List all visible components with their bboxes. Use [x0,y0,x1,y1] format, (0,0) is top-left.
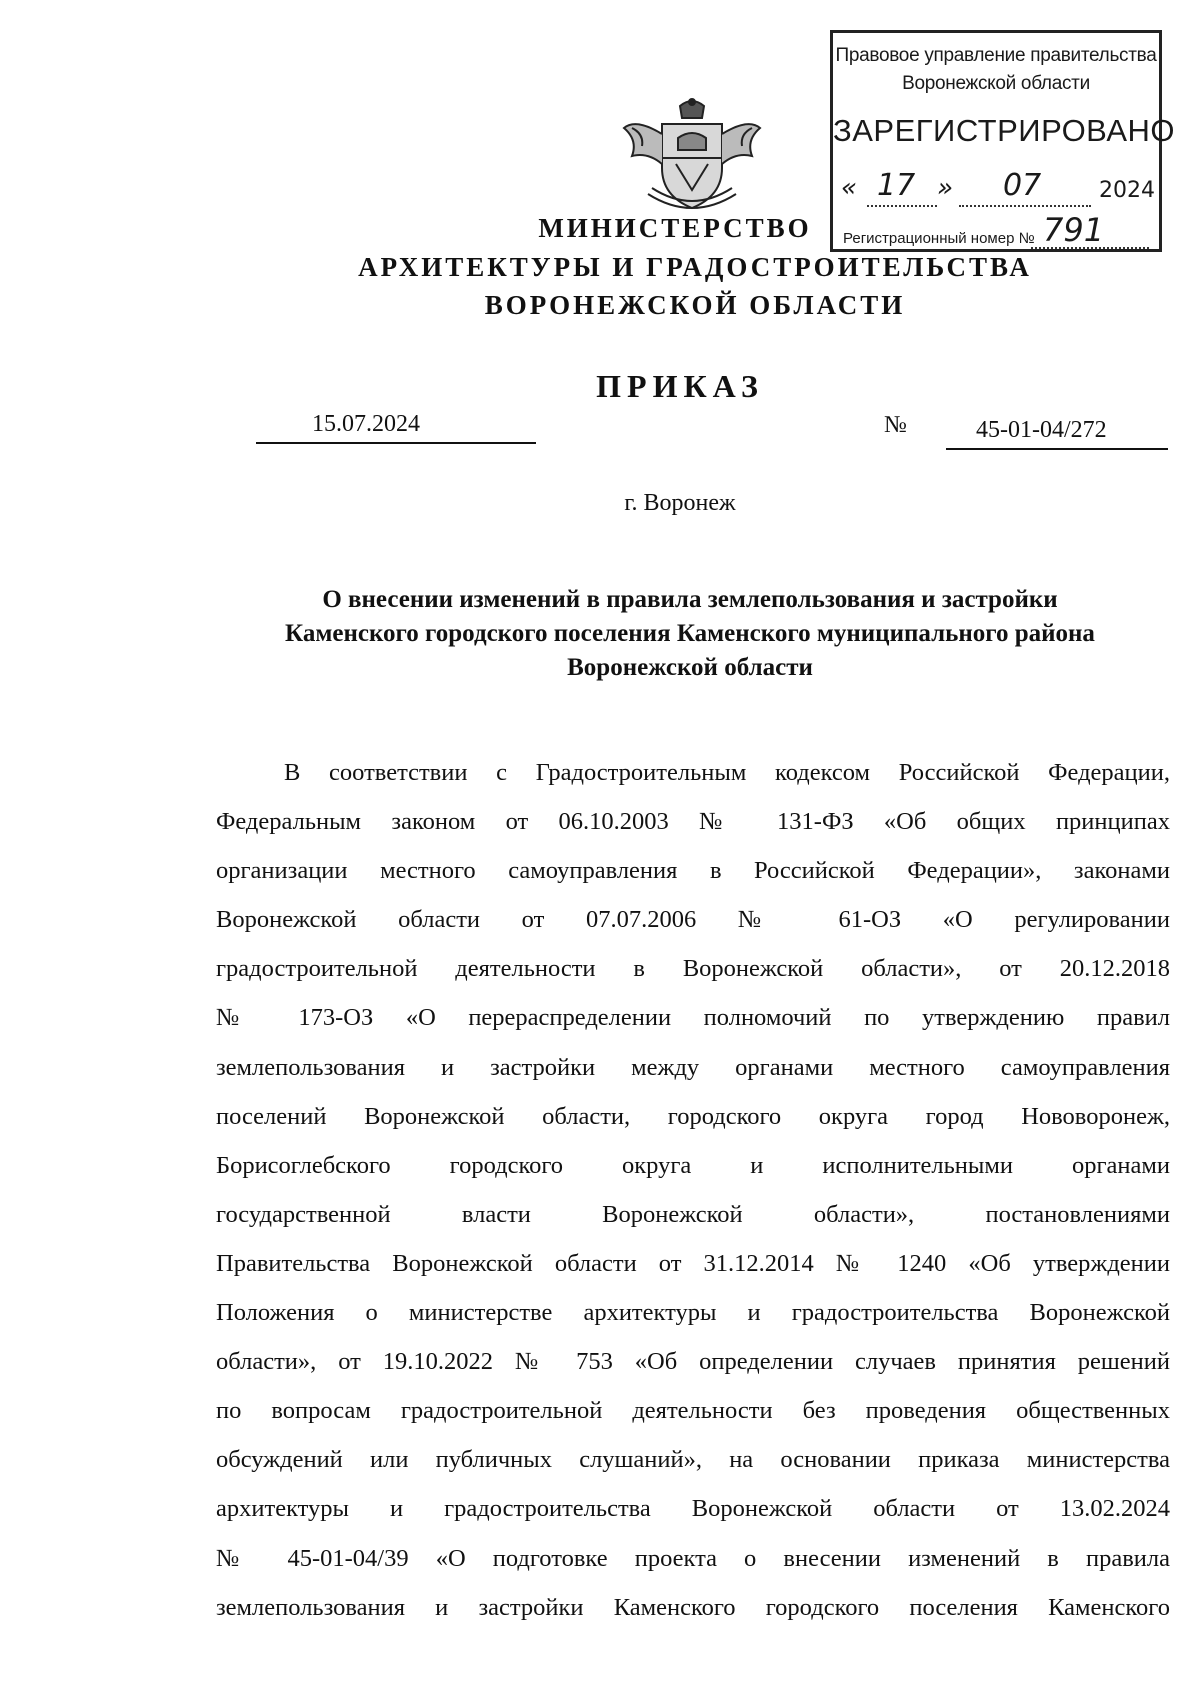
body-line: землепользования и застройки Каменского городского поселения Каменского [216,1593,1170,1621]
stamp-month: 07 [1003,168,1042,203]
city: г. Воронеж [624,490,736,516]
order-number-field [946,414,1168,450]
body-line: поселений Воронежской области, городского округа город Нововоронеж, [216,1102,1170,1130]
subject-line: О внесении изменений в правила землепользования и застройки [322,586,1058,613]
body-line: обсуждений или публичных слушаний», на основании приказа министерства [216,1446,1170,1474]
body-line: Положения о министерстве архитектуры и градостроительства Воронежской [216,1299,1170,1327]
body-line: № 45-01-04/39 «О подготовке проекта о внесении изменений в правила [216,1544,1170,1572]
body-line: организации местного самоуправления в Российской Федерации», законами [216,857,1170,885]
body-line: Правительства Воронежской области от 31.12.2014 № 1240 «Об утверждении [216,1249,1170,1277]
registration-stamp [830,30,1176,252]
voronezh-coat-of-arms-icon [618,98,766,216]
body-line: В соответствии с Градостроительным кодексом Российской Федерации, [284,759,1170,786]
order-date: 15.07.2024 [312,411,420,437]
stamp-day-line [867,205,937,207]
stamp-organization-line1: Правовое управление правительства [835,45,1157,66]
stamp-month-line [959,205,1091,207]
stamp-reg-number: 791 [1043,211,1105,249]
body-line: Борисоглебского городского округа и исполнительными органами [216,1151,1170,1179]
stamp-year: 2024 [1099,178,1155,203]
stamp-status: ЗАРЕГИСТРИРОВАНО [833,113,1176,148]
body-line: области», от 19.10.2022 № 753 «Об определении случаев принятия решений [216,1348,1170,1376]
ministry-name-line3: ВОРОНЕЖСКОЙ ОБЛАСТИ [484,290,906,320]
stamp-date-open-quote: « [841,173,858,203]
order-number: 45-01-04/272 [976,417,1107,443]
document-type-title: ПРИКАЗ [596,368,764,404]
subject-line: Каменского городского поселения Каменского муниципального района [285,620,1095,647]
stamp-organization-line2: Воронежской области [902,73,1090,94]
stamp-day: 17 [877,168,916,203]
body-line: землепользования и застройки между органами местного самоуправления [216,1053,1170,1081]
stamp-reg-label: Регистрационный номер № [843,230,1035,247]
ministry-name-line2: АРХИТЕКТУРЫ И ГРАДОСТРОИТЕЛЬСТВА [358,252,1032,282]
stamp-date [841,168,1155,207]
body-line: государственной власти Воронежской области», постановлениями [216,1200,1170,1228]
order-body [216,748,1170,1632]
body-line: Воронежской области от 07.07.2006 № 61-ОЗ «О регулировании [216,906,1170,934]
body-line: по вопросам градостроительной деятельности без проведения общественных [216,1397,1170,1425]
stamp-registration-number [843,211,1149,249]
stamp-date-close-quote: » [937,173,954,203]
order-subject [200,583,1180,685]
ministry-name-line1: МИНИСТЕРСТВО [538,213,812,243]
number-sign: № [884,412,907,438]
subject-line: Воронежской области [567,654,813,681]
order-date-field [256,408,536,444]
body-line: градостроительной деятельности в Воронежской области», от 20.12.2018 [216,955,1170,983]
body-line: Федеральным законом от 06.10.2003 № 131-ФЗ «Об общих принципах [216,808,1170,836]
body-line: № 173-ОЗ «О перераспределении полномочий по утверждению правил [216,1004,1170,1032]
body-line: архитектуры и градостроительства Воронежской области от 13.02.2024 [216,1495,1170,1523]
